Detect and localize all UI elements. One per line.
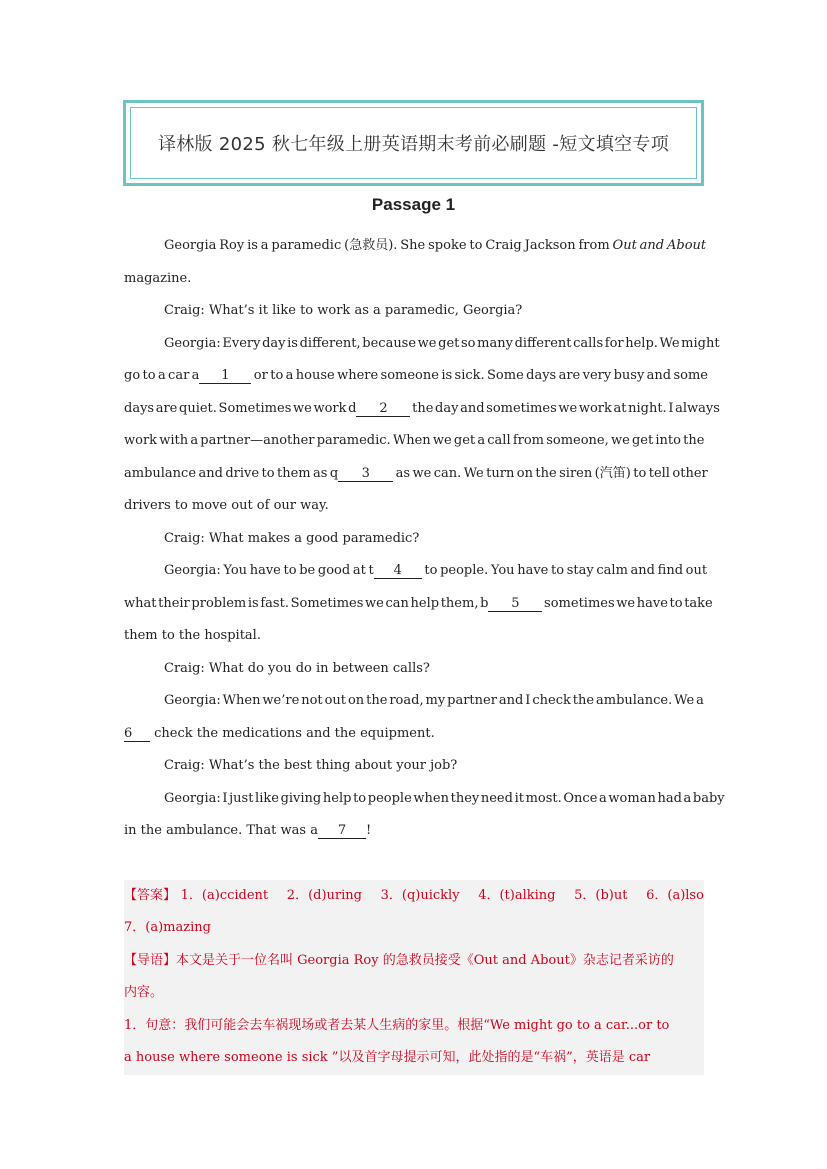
passage-line: them to the hospital. — [124, 628, 261, 643]
text: as we can. We turn on the siren (汽笛) to tell other — [393, 466, 708, 481]
blank-1[interactable]: 1 — [199, 368, 251, 384]
guide-line: 内容。 — [124, 985, 164, 1000]
answer-item: 5．(b)ut — [574, 888, 628, 903]
passage-line: magazine. — [124, 271, 192, 286]
passage-line — [124, 725, 704, 743]
passage-line — [124, 822, 704, 840]
answer-line — [124, 887, 704, 905]
passage-line: Craig: What’s it like to work as a paramedic, Georgia? — [164, 303, 523, 318]
answer-tag: 【答案】 — [124, 888, 177, 903]
text: the day and sometimes we work at night. I always — [410, 401, 720, 416]
passage-line: Craig: What’s the best thing about your job? — [164, 758, 458, 773]
text: Georgia: You have to be good at t — [164, 563, 374, 578]
blank-6[interactable]: 6 — [124, 726, 150, 742]
blank-3[interactable]: 3 — [338, 466, 393, 482]
text: days are quiet. Sometimes we work d — [124, 401, 357, 416]
passage-line: Craig: What do you do in between calls? — [164, 661, 430, 676]
text: in the ambulance. That was a — [124, 823, 318, 838]
answer-item: 3．(q)uickly — [380, 888, 460, 903]
answer-line: 7．(a)mazing — [124, 920, 211, 935]
answer-item: 2．(d)uring — [286, 888, 362, 903]
passage-line: Georgia: When we’re not out on the road, my partner and I check the ambulance. We a — [164, 693, 704, 708]
text: go to a car a — [124, 368, 200, 383]
guide-tag: 【导语】 — [124, 953, 177, 968]
blank-5[interactable]: 5 — [488, 596, 542, 612]
text: sometimes we have to take — [542, 596, 713, 611]
document-title: 译林版 2025 秋七年级上册英语期末考前必刷题 -短文填空专项 — [157, 134, 670, 155]
magazine-name: Out and About — [612, 238, 707, 253]
answer-item: 4．(t)alking — [478, 888, 556, 903]
passage-line — [124, 595, 713, 613]
passage-line: drivers to move out of our way. — [124, 498, 329, 513]
blank-4[interactable]: 4 — [374, 563, 422, 579]
passage-line: Georgia: Every day is different, because we get so many different calls for help. We might — [164, 336, 720, 351]
explain-line: 1．句意：我们可能会去车祸现场或者去某人生病的家里。根据“We might go to a car...or to — [124, 1018, 670, 1033]
answer-section-background — [124, 880, 704, 1075]
guide-line — [124, 952, 704, 970]
passage-line — [124, 237, 707, 255]
blank-2[interactable]: 2 — [356, 401, 410, 417]
passage-line — [124, 400, 720, 418]
passage-line — [124, 465, 708, 483]
text: what their problem is fast. Sometimes we can help them, b — [124, 596, 489, 611]
passage-line: Craig: What makes a good paramedic? — [164, 531, 420, 546]
passage-line: Georgia: I just like giving help to people when they need it most. Once a woman had a baby — [164, 791, 725, 806]
passage-line — [124, 367, 709, 385]
text: to people. You have to stay calm and find out — [421, 563, 708, 578]
answer-item: 6．(a)lso — [646, 888, 704, 903]
text: or to a house where someone is sick. Some days are very busy and some — [251, 368, 709, 383]
passage-heading: Passage 1 — [371, 195, 456, 214]
blank-7[interactable]: 7 — [318, 823, 366, 839]
title-inner-border — [130, 107, 697, 179]
passage-line: work with a partner—another paramedic. When we get a call from someone, we get into the — [124, 433, 705, 448]
answer-item: 1．(a)ccident — [180, 888, 269, 903]
text: ambulance and drive to them as q — [124, 466, 339, 481]
text: check the medications and the equipment. — [150, 726, 435, 741]
passage-line — [124, 562, 708, 580]
explain-line: a house where someone is sick ”以及首字母提示可知，此处指的是“车祸”，英语是 car — [124, 1050, 651, 1065]
title-box — [123, 100, 704, 186]
text: ! — [365, 823, 372, 838]
text: Georgia Roy is a paramedic (急救员). She spoke to Craig Jackson from — [164, 238, 613, 253]
guide-text: 本文是关于一位名叫 Georgia Roy 的急救员接受《Out and About》杂志记者采访的 — [176, 953, 674, 968]
